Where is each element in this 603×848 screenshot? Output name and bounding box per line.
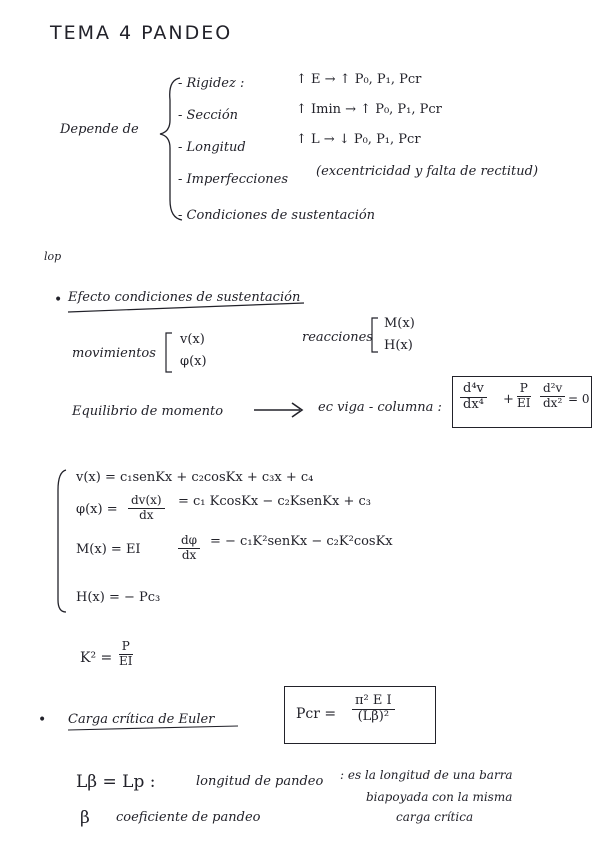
depende-row-effect: ↑ L → ↓ P₀, P₁, Pcr bbox=[296, 132, 421, 147]
fraction-euler bbox=[352, 694, 395, 725]
bracket-movimientos bbox=[166, 333, 172, 372]
bullet: • bbox=[54, 292, 63, 308]
lb-description: longitud de pandeo bbox=[196, 774, 324, 789]
equation-v: v(x) = c₁senKx + c₂cosKx + c₃x + c₄ bbox=[76, 470, 314, 485]
fraction-numerator: dv(x) bbox=[128, 494, 165, 509]
fraction-numerator: π² E I bbox=[352, 694, 395, 710]
equation-m-rhs: = − c₁K²senKx − c₂K²cosKx bbox=[210, 534, 393, 549]
depende-row-name: - Rigidez : bbox=[178, 76, 245, 91]
fraction-denominator: EI bbox=[119, 653, 133, 668]
lb-description-2: : es la longitud de una barra bbox=[340, 768, 513, 782]
depende-row-name: - Longitud bbox=[178, 140, 246, 155]
fraction-denominator: (Lβ)² bbox=[357, 708, 390, 724]
equation-h: H(x) = − Pc₃ bbox=[76, 590, 161, 605]
brace-system bbox=[58, 470, 66, 612]
bullet: • bbox=[38, 712, 47, 728]
equals-zero: = 0 bbox=[568, 392, 590, 406]
reacciones-label: reacciones bbox=[302, 330, 373, 345]
beta-symbol: β bbox=[80, 808, 90, 828]
euler-lhs: Pcr = bbox=[296, 706, 337, 722]
fraction-d4v bbox=[460, 382, 487, 413]
depende-label: Depende de bbox=[60, 122, 139, 137]
reaccion-item: H(x) bbox=[384, 338, 413, 353]
k2-lhs: K² = bbox=[80, 650, 113, 666]
depende-row-effect: ↑ E → ↑ P₀, P₁, Pcr bbox=[296, 72, 422, 87]
depende-row-effect: ↑ Imin → ↑ P₀, P₁, Pcr bbox=[296, 102, 442, 117]
reaccion-item: M(x) bbox=[384, 316, 415, 331]
equation-phi-rhs: = c₁ KcosKx − c₂KsenKx + c₃ bbox=[178, 494, 371, 509]
fraction-dphidx bbox=[178, 534, 200, 563]
fraction-denominator: dx bbox=[181, 547, 197, 562]
equation-phi-lhs: φ(x) = bbox=[76, 502, 118, 517]
depende-row-effect: (excentricidad y falta de rectitud) bbox=[316, 164, 539, 179]
fraction-numerator: P bbox=[517, 382, 531, 397]
plus-sign: + bbox=[503, 392, 514, 407]
movimientos-label: movimientos bbox=[72, 346, 156, 361]
euler-heading: Carga crítica de Euler bbox=[68, 712, 215, 727]
depende-row-name: - Condiciones de sustentación bbox=[178, 208, 376, 223]
fraction-numerator: d²v bbox=[540, 382, 565, 397]
lb-description-4: carga crítica bbox=[396, 810, 474, 824]
fraction-numerator: d⁴v bbox=[460, 382, 487, 398]
fraction-dvdx bbox=[128, 494, 165, 523]
lb-description-3: biapoyada con la misma bbox=[366, 790, 513, 804]
fraction-denominator: dx² bbox=[543, 395, 563, 410]
fraction-denominator: dx⁴ bbox=[463, 396, 484, 412]
fraction-numerator: P bbox=[119, 640, 133, 655]
ec-viga-columna-label: ec viga - columna : bbox=[318, 400, 442, 415]
fraction-denominator: dx bbox=[139, 507, 154, 522]
fraction-d2v bbox=[540, 382, 565, 411]
section-heading: Efecto condiciones de sustentación bbox=[68, 290, 301, 305]
depende-row-name: - Imperfecciones bbox=[178, 172, 289, 187]
page-title: TEMA 4 PANDEO bbox=[50, 22, 233, 44]
fraction-denominator: EI bbox=[517, 395, 531, 410]
fraction-p-ei bbox=[514, 382, 534, 411]
movimiento-item: φ(x) bbox=[180, 354, 207, 369]
lb-equation: Lβ = Lp : bbox=[76, 772, 156, 792]
equilibrio-label: Equilibrio de momento bbox=[72, 404, 224, 419]
movimiento-item: v(x) bbox=[180, 332, 205, 347]
beta-description: coeficiente de pandeo bbox=[116, 810, 261, 825]
equation-m-lhs: M(x) = EI bbox=[76, 542, 141, 557]
fraction-k2 bbox=[116, 640, 136, 669]
depende-row-name: - Sección bbox=[178, 108, 239, 123]
margin-mark: lop bbox=[44, 250, 62, 263]
fraction-numerator: dφ bbox=[178, 534, 200, 549]
